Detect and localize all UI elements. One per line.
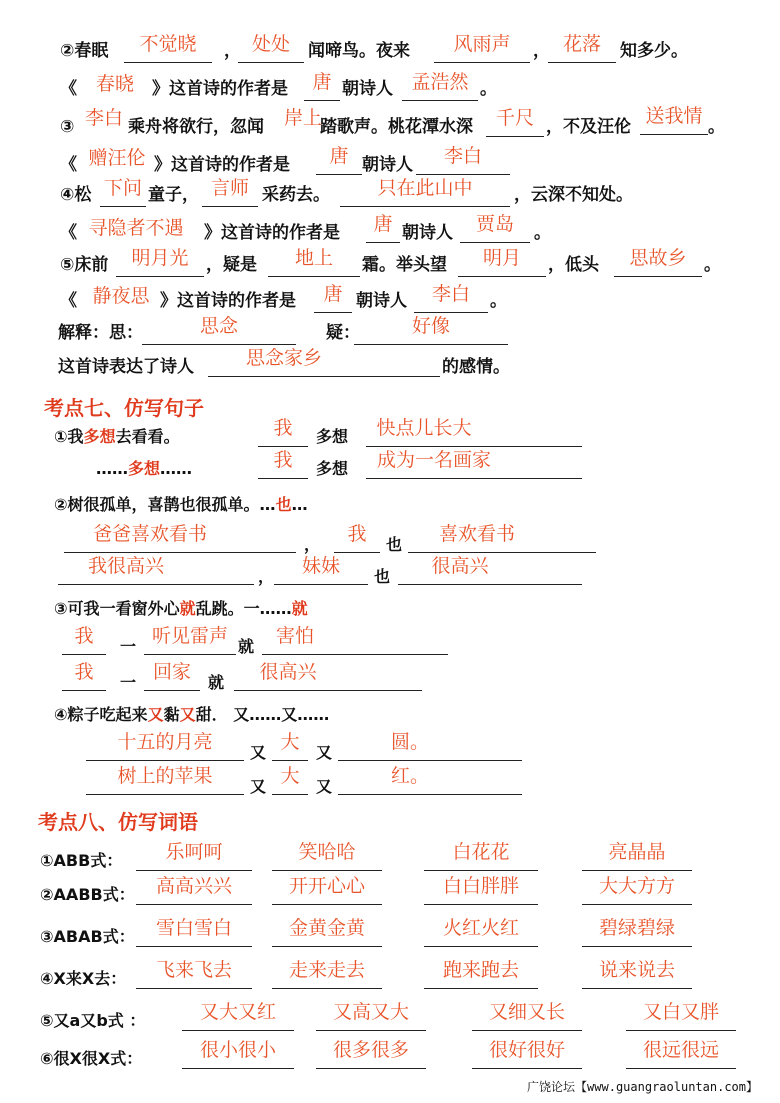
word-answer: 很远很远 [642,1039,719,1061]
word-blank[interactable] [272,875,382,905]
blank[interactable]: 我 [334,528,380,553]
word-blank[interactable] [472,1039,582,1069]
word-blank[interactable] [316,1001,426,1031]
blank[interactable]: 李白 [416,150,510,175]
blank[interactable]: 听见雷声 [144,630,236,655]
blank[interactable]: 只在此山中 [340,182,510,207]
blank[interactable]: 快点儿长大 [366,422,582,447]
blank[interactable]: 风雨声 [434,38,530,63]
question-2: ②树很孤单，喜鹊也很孤单。…也… [54,495,308,514]
question-1: ①我多想去看看。 [54,427,180,446]
word-blank[interactable] [424,917,538,947]
blank[interactable]: 千尺 [486,112,544,137]
word-answer: 说来说去 [598,959,675,981]
word-answer: 飞来飞去 [155,959,232,981]
word-answer: 走来走去 [288,959,365,981]
word-blank[interactable] [424,959,538,989]
word-blank[interactable] [182,1001,294,1031]
blank[interactable]: 回家 [144,666,200,691]
blank[interactable]: 很高兴 [398,560,582,585]
word-answer: 乐呵呵 [165,841,223,863]
word-answer: 又大又红 [199,1001,276,1023]
word-answer: 白白胖胖 [442,875,519,897]
blank[interactable]: 下问 [100,182,146,207]
blank[interactable]: 妹妹 [274,560,368,585]
blank[interactable]: 处处 [238,38,304,63]
poem-title: 寻隐者不遇 [88,217,184,239]
section-heading: 考点八、仿写词语 [38,810,198,834]
blank[interactable]: 思故乡 [614,252,702,277]
blank[interactable]: 十五的月亮 [86,736,244,761]
footer-watermark: 广饶论坛【www.guangraoluntan.com】 [527,1080,758,1094]
question-1-hint: ……多想…… [96,459,193,478]
blank[interactable]: 圆。 [338,736,522,761]
blank[interactable]: 大 [272,770,308,795]
blank[interactable]: 红。 [338,770,522,795]
blank[interactable]: 很高兴 [234,666,422,691]
word-answer: 高高兴兴 [155,875,232,897]
word-answer: 很多很多 [332,1039,409,1061]
blank[interactable]: 爸爸喜欢看书 [64,528,296,553]
word-pattern-label: ①ABB式： [40,851,123,870]
word-answer: 又高又大 [332,1001,409,1023]
blank[interactable]: 害怕 [262,630,448,655]
blank[interactable]: 唐 [316,150,362,175]
word-answer: 雪白雪白 [155,917,232,939]
word-answer: 亮晶晶 [608,841,666,863]
blank[interactable]: 送我情 [640,110,708,135]
word-answer: 白花花 [452,841,510,863]
word-pattern-label: ②AABB式： [40,885,135,904]
blank[interactable]: 成为一名画家 [366,454,582,479]
word-answer: 碧绿碧绿 [598,917,675,939]
blank[interactable]: 喜欢看书 [408,528,596,553]
word-blank[interactable] [582,875,692,905]
word-answer: 又细又长 [488,1001,565,1023]
poem-title: 赠汪伦 [88,147,146,169]
blank[interactable]: 我 [258,454,308,479]
word-blank[interactable] [582,917,692,947]
word-pattern-label: ④X来X去： [40,969,127,988]
word-blank[interactable] [316,1039,426,1069]
blank[interactable]: 言师 [202,182,258,207]
blank[interactable]: 唐 [366,218,400,243]
blank[interactable]: 唐 [314,288,352,313]
word-pattern-label: ⑤又a又b式 ： [40,1011,146,1030]
word-blank[interactable] [136,841,252,871]
blank[interactable]: 思念家乡 [208,352,440,377]
word-blank[interactable] [136,959,252,989]
word-blank[interactable] [182,1039,294,1069]
word-answer: 笑哈哈 [298,841,356,863]
blank[interactable]: 思念 [142,320,296,345]
blank[interactable]: 地上 [268,252,360,277]
blank[interactable]: 明月 [458,252,546,277]
poem-title: 春晓 [95,73,134,95]
word-pattern-label: ③ABAB式： [40,927,135,946]
word-answer: 又白又胖 [642,1001,719,1023]
blank[interactable]: 大 [272,736,308,761]
blank[interactable]: 我 [258,422,308,447]
blank[interactable]: 孟浩然 [402,76,478,101]
word-answer: 很小很小 [199,1039,276,1061]
blank[interactable]: 岸上 [283,107,322,129]
word-pattern-label: ⑥很X很X式： [40,1049,143,1068]
word-blank[interactable] [272,959,382,989]
word-blank[interactable] [424,875,538,905]
word-answer: 开开心心 [288,875,365,897]
word-blank[interactable] [582,959,692,989]
blank[interactable]: 好像 [354,320,508,345]
word-blank[interactable] [472,1001,582,1031]
word-blank[interactable] [136,917,252,947]
word-blank[interactable] [582,841,692,871]
blank[interactable]: 贾岛 [460,218,530,243]
word-blank[interactable] [136,875,252,905]
word-answer: 金黄金黄 [288,917,365,939]
word-answer: 跑来跑去 [442,959,519,981]
blank[interactable]: 我 [62,630,106,655]
word-blank[interactable] [626,1039,736,1069]
word-answer: 很好很好 [488,1039,565,1061]
blank[interactable]: 树上的苹果 [86,770,244,795]
poem-title: 静夜思 [92,285,150,307]
blank[interactable]: 李白 [84,107,123,129]
word-blank[interactable] [626,1001,736,1031]
poem2-line1: ②春眠 [60,41,109,61]
blank[interactable]: 明月光 [116,252,204,277]
blank[interactable]: 唐 [304,76,340,101]
section-heading: 考点七、仿写句子 [44,396,204,420]
blank[interactable]: 我很高兴 [58,560,254,585]
blank[interactable]: 不觉晓 [124,38,212,63]
blank[interactable]: 李白 [414,288,488,313]
blank[interactable]: 花落 [548,38,616,63]
question-3: ③可我一看窗外心就乱跳。一……就 [54,599,308,618]
blank[interactable]: 我 [62,666,106,691]
word-blank[interactable] [424,841,538,871]
question-4: ④粽子吃起来又黏又甜． 又……又…… [54,705,330,724]
word-answer: 火红火红 [442,917,519,939]
word-blank[interactable] [272,841,382,871]
word-blank[interactable] [272,917,382,947]
word-answer: 大大方方 [598,875,675,897]
